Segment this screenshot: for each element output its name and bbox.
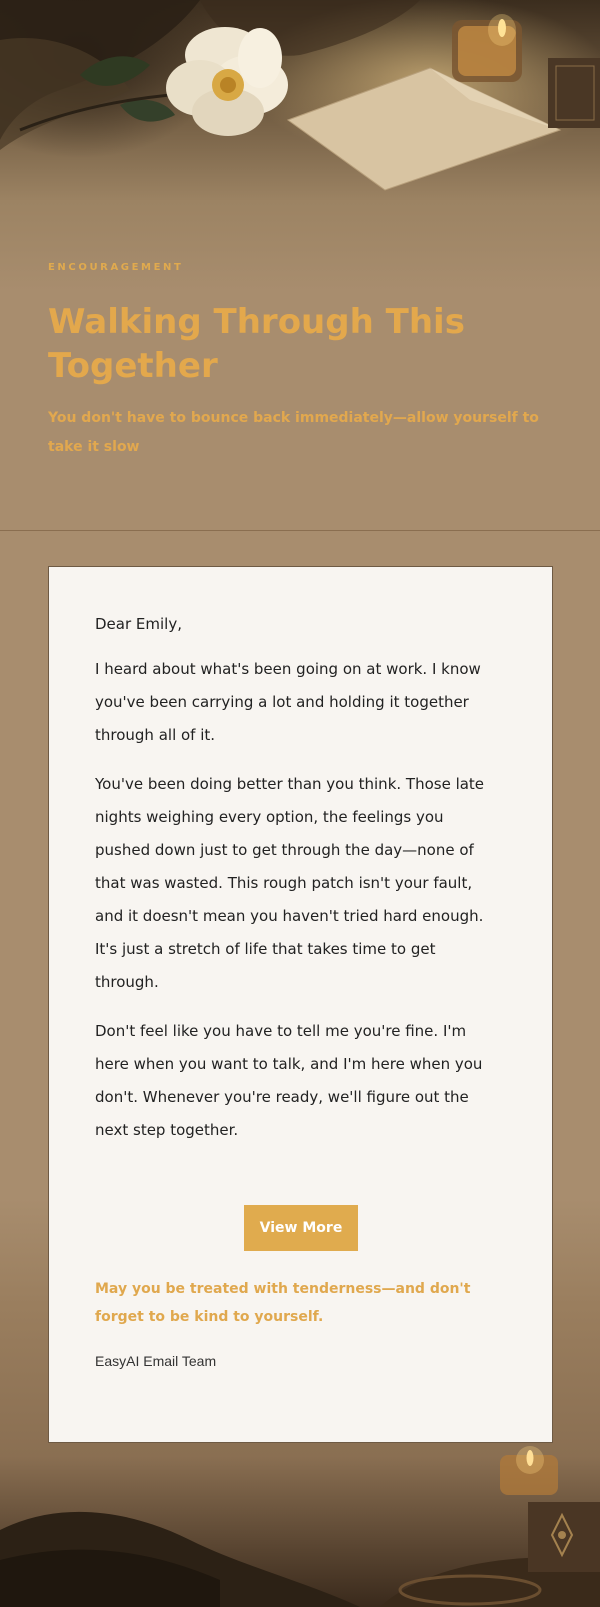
letter-body [95,609,495,1163]
letter-card [48,566,553,1443]
view-more-button[interactable]: View More [244,1205,358,1251]
closing-message: May you be treated with tenderness—and don't forget to be kind to yourself. [95,1281,471,1325]
page-title: Walking Through This Together [48,302,465,386]
flower-icon [166,27,288,136]
hero-illustration [0,0,600,300]
envelope-icon [288,68,560,190]
page-subtitle: You don't have to bounce back immediately—allow yourself to take it slow [48,410,539,455]
category-eyebrow: ENCOURAGEMENT [48,262,184,273]
letter-paragraph: Don't feel like you have to tell me you're fine. I'm here when you want to talk, and I'm here when you don't. Whenever you're ready, we'll figure out the next step together. [95,1022,483,1139]
signature: EasyAI Email Team [95,1353,217,1369]
letter-paragraph: I heard about what's been going on at work. I know you've been carrying a lot and holding it together through all of it. [95,660,481,744]
candle-icon [452,14,522,82]
hero-banner [0,0,600,530]
candle-icon [500,1446,558,1495]
letter-greeting: Dear Emily, [95,615,182,633]
letter-paragraph: You've been doing better than you think. Those late nights weighing every option, the feelings you pushed down just to get through the day—none of that was wasted. This rough patch isn't your fault, and it doesn't mean you haven't tried hard enough. It's just a stretch of life that takes time to get through. [95,775,485,991]
footer-illustration [0,1430,600,1607]
